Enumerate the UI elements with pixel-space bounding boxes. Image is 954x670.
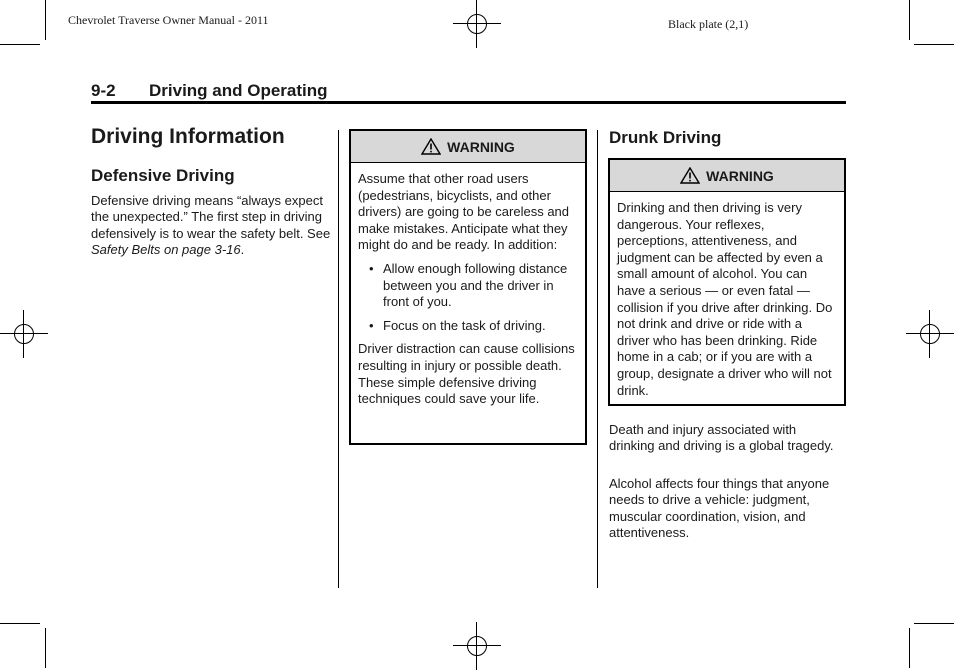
crop-mark <box>45 0 46 40</box>
defensive-driving-paragraph <box>91 193 331 258</box>
page-number: 9-2 <box>91 81 116 100</box>
drunk-driving-paragraph-1: Death and injury associated with drinking and driving is a global tragedy. <box>609 422 834 454</box>
registration-mark-icon <box>906 310 954 358</box>
plate-label-right: Black plate (2,1) <box>668 17 749 31</box>
plate-label-left: Chevrolet Traverse Owner Manual - 2011 <box>68 13 269 27</box>
page-title: Driving Information <box>91 125 285 148</box>
warning-triangle-icon <box>421 138 441 155</box>
subheading-drunk-driving: Drunk Driving <box>609 128 722 147</box>
column-divider <box>338 130 339 588</box>
warning-outro: Driver distraction can cause collisions resulting in injury or possible death. These simple defensive driving techniques could save your life. <box>358 341 575 407</box>
crop-mark <box>914 44 954 45</box>
bullet-glyph: • <box>369 317 374 333</box>
warning-box-defensive <box>349 129 587 445</box>
crop-mark <box>914 623 954 624</box>
list-item <box>369 317 578 335</box>
paragraph-text: Defensive driving means “always expect the unexpected.” The first step in driving defensively is to wear the safety belt. See <box>91 193 331 241</box>
list-item-text: Focus on the task of driving. <box>383 317 546 333</box>
warning-bullet-list <box>358 261 578 334</box>
registration-mark-icon <box>453 622 501 670</box>
registration-mark-icon <box>453 0 501 48</box>
drunk-driving-paragraph-2: Alcohol affects four things that anyone needs to drive a vehicle: judgment, muscular coordination, vision, and attentiveness. <box>609 476 830 540</box>
warning-triangle-icon <box>680 167 700 184</box>
column-divider <box>597 130 598 588</box>
section-title: Driving and Operating <box>149 81 328 100</box>
registration-mark-icon <box>0 310 48 358</box>
warning-header <box>610 160 844 192</box>
cross-reference-link[interactable]: Safety Belts on page 3-16 <box>91 241 241 257</box>
crop-mark <box>909 0 910 40</box>
warning-intro: Assume that other road users (pedestrians, bicyclists, and other drivers) are going to be careless and make mistakes. Anticipate what they might do and be ready. In addition: <box>358 171 570 253</box>
warning-label: WARNING <box>447 138 515 155</box>
subheading-defensive-driving: Defensive Driving <box>91 166 235 185</box>
warning-header <box>351 131 585 163</box>
crop-mark <box>0 44 40 45</box>
crop-mark <box>45 628 46 668</box>
crop-mark <box>909 628 910 668</box>
warning-body: Drinking and then driving is very dangerous. Your reflexes, perceptions, attentiveness, and judgment can be affected by even a small amount of alcohol. You can have a serious — or even fatal — collision if you drive after drinking. Do not drink and drive or ride with a driver who has been drinking. Ride home in a cab; or if you are with a group, designate a driver who will not drink. <box>617 200 833 398</box>
header-rule <box>91 101 846 104</box>
bullet-glyph: • <box>369 260 374 276</box>
warning-box-drunk-driving <box>608 158 846 406</box>
crop-mark <box>0 623 40 624</box>
warning-label: WARNING <box>706 167 774 184</box>
list-item-text: Allow enough following distance between you and the driver in front of you. <box>383 260 568 310</box>
running-header <box>91 81 846 103</box>
list-item <box>369 260 578 311</box>
paragraph-end: . <box>240 241 245 257</box>
